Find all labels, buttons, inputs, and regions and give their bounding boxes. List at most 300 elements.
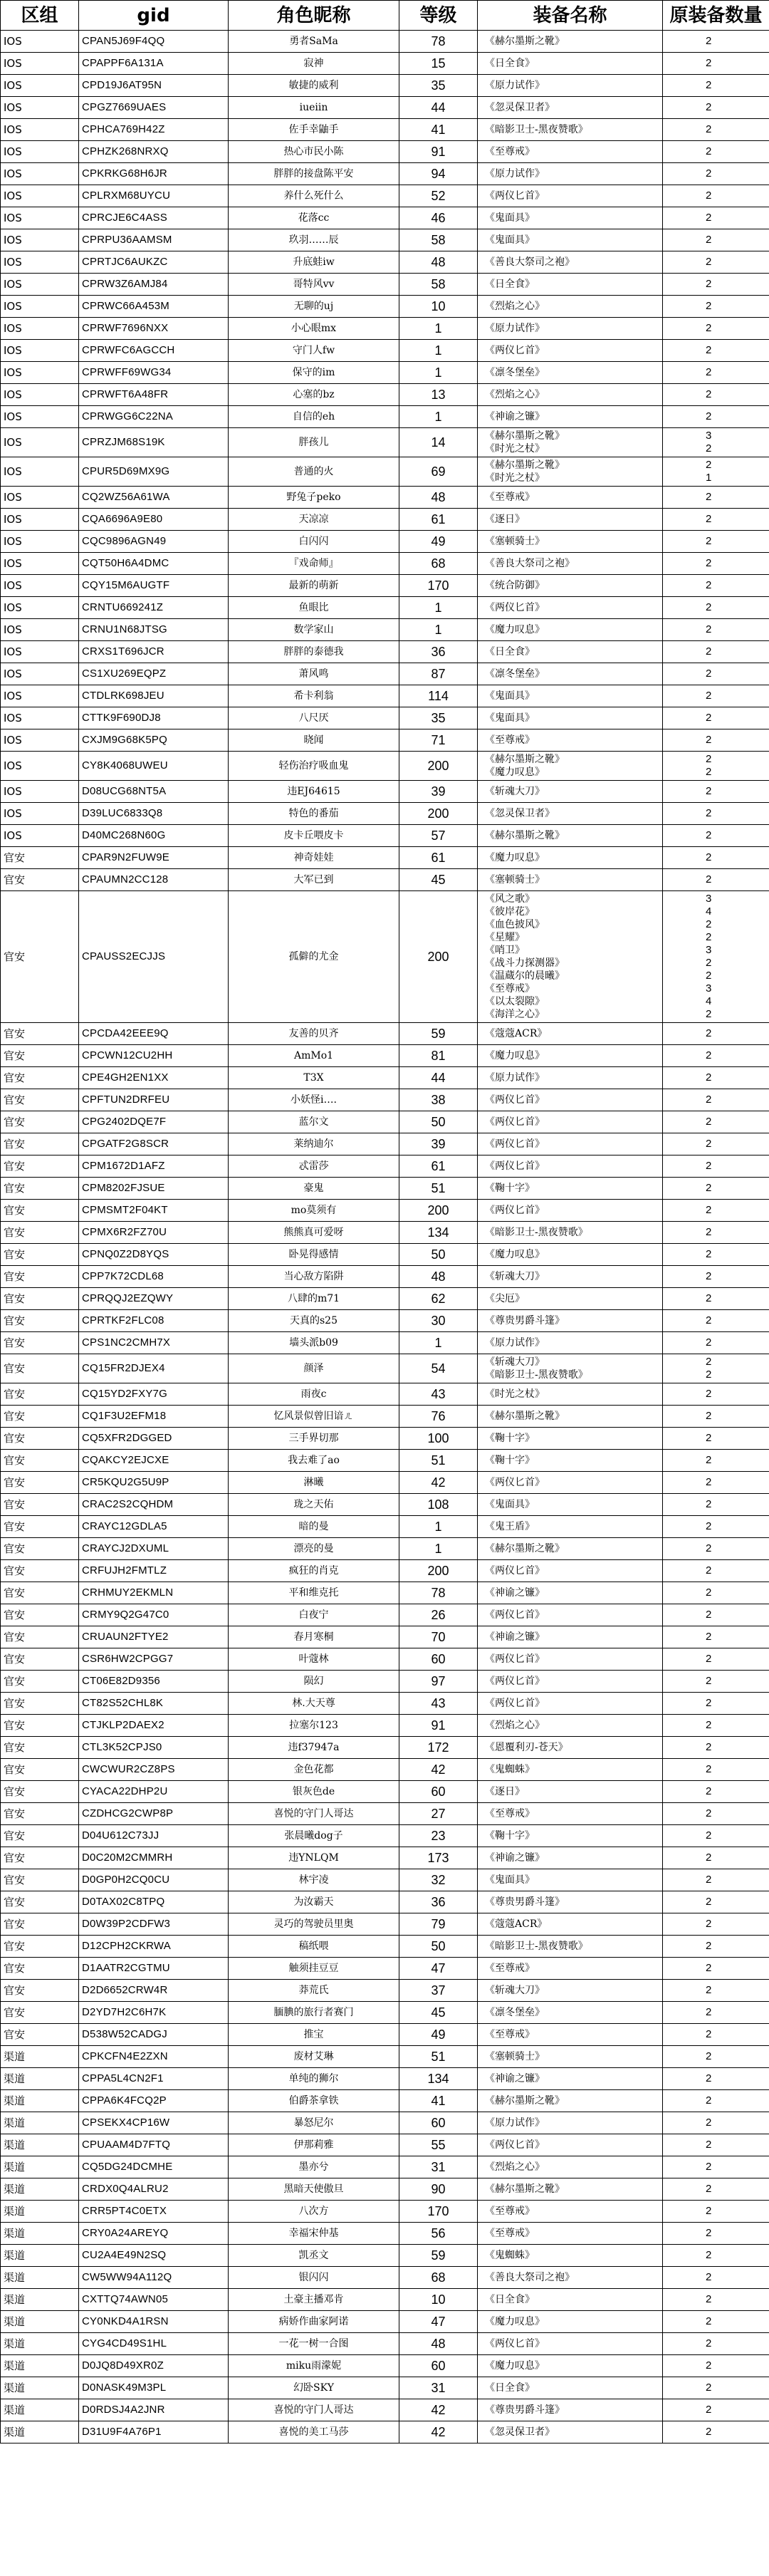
equip-count-line: 2 (706, 1962, 712, 1974)
cell-level: 76 (399, 1406, 478, 1428)
cell-gid: CXJM9G68K5PQ (79, 729, 229, 752)
cell-equip-count (663, 274, 769, 296)
cell-level: 1 (399, 406, 478, 428)
cell-region: 官安 (1, 1891, 79, 1913)
cell-equip-count (663, 1560, 769, 1582)
cell-equip-name (478, 1089, 663, 1111)
cell-gid: D0RDSJ4A2JNR (79, 2399, 229, 2421)
equip-name-line: 《逐日》 (485, 1786, 525, 1797)
cell-equip-count (663, 1980, 769, 2002)
cell-gid: CY8K4068UWEU (79, 752, 229, 781)
equip-name-line: 《蔻蔻ACR》 (485, 1918, 548, 1930)
cell-level: 31 (399, 2156, 478, 2178)
cell-nickname: 孤僻的尤金 (229, 891, 399, 1023)
cell-nickname: T3X (229, 1067, 399, 1089)
equip-name-line: 《忽灵保卫者》 (485, 2426, 555, 2438)
equip-count-line: 2 (706, 167, 712, 180)
cell-nickname: 叶蔻林 (229, 1648, 399, 1671)
cell-gid: D538W52CADGJ (79, 2024, 229, 2046)
cell-nickname: 大军已到 (229, 869, 399, 891)
table-row (1, 185, 769, 207)
cell-gid: D08UCG68NT5A (79, 781, 229, 803)
equip-count-line: 2 (706, 957, 712, 969)
equip-name-line: 《赫尔墨斯之靴》 (485, 36, 565, 47)
equip-name-line: 《魔力叹息》 (485, 624, 545, 635)
cell-gid: CPAUSS2ECJJS (79, 891, 229, 1023)
equip-count-line: 1 (706, 472, 712, 484)
cell-level: 52 (399, 185, 478, 207)
cell-equip-count (663, 1045, 769, 1067)
cell-level: 1 (399, 1516, 478, 1538)
equip-count-line: 2 (706, 189, 712, 202)
equip-name-line: 《至尊戒》 (485, 2029, 535, 2040)
cell-region: 官安 (1, 2024, 79, 2046)
cell-equip-count (663, 1626, 769, 1648)
cell-equip-name (478, 1354, 663, 1383)
cell-region: 官安 (1, 1089, 79, 1111)
cell-nickname: 陨幻 (229, 1671, 399, 1693)
equip-name-line: 《两仪匕首》 (485, 1116, 545, 1128)
equip-count-line: 2 (706, 322, 712, 334)
cell-equip-count (663, 2289, 769, 2311)
cell-equip-name (478, 163, 663, 185)
equip-name-line: 《塞顿骑士》 (485, 2051, 545, 2062)
cell-level: 50 (399, 1111, 478, 1133)
cell-nickname: 伊那莉雅 (229, 2134, 399, 2156)
table-row (1, 1406, 769, 1428)
cell-gid: CYG4CD49S1HL (79, 2333, 229, 2355)
equip-count-line: 2 (706, 2293, 712, 2305)
equip-name-line: 《鬼王盾》 (485, 1521, 535, 1532)
cell-region: 官安 (1, 1538, 79, 1560)
cell-level: 91 (399, 1715, 478, 1737)
cell-equip-count (663, 891, 769, 1023)
cell-level: 35 (399, 707, 478, 729)
equip-count-line: 2 (706, 2161, 712, 2173)
cell-equip-count (663, 1759, 769, 1781)
cell-level: 48 (399, 1266, 478, 1288)
table-row (1, 1648, 769, 1671)
cell-gid: CTJKLP2DAEX2 (79, 1715, 229, 1737)
cell-gid: CPKCFN4E2ZXN (79, 2046, 229, 2068)
cell-equip-count (663, 1155, 769, 1178)
cell-gid: CTDLRK698JEU (79, 685, 229, 707)
cell-gid: CQ15FR2DJEX4 (79, 1354, 229, 1383)
cell-equip-name (478, 207, 663, 229)
equip-count-line: 2 (706, 1896, 712, 1908)
table-row (1, 318, 769, 340)
table-row (1, 1825, 769, 1847)
equip-count-line: 2 (706, 2183, 712, 2195)
cell-gid: CPUR5D69MX9G (79, 457, 229, 487)
cell-region: 官安 (1, 1023, 79, 1045)
cell-gid: CY0NKD4A1RSN (79, 2311, 229, 2333)
cell-equip-name (478, 2377, 663, 2399)
cell-region: IOS (1, 707, 79, 729)
equip-name-line: 《原力试作》 (485, 1337, 545, 1349)
equip-count-line: 2 (706, 712, 712, 724)
cell-equip-count (663, 2046, 769, 2068)
cell-equip-name (478, 2289, 663, 2311)
cell-gid: CPPA6K4FCQ2P (79, 2090, 229, 2112)
cell-nickname: 皮卡丘喂皮卡 (229, 825, 399, 847)
cell-gid: CPRWFF69WG34 (79, 362, 229, 384)
cell-nickname: 雨夜c (229, 1383, 399, 1406)
equip-count-line: 2 (706, 1984, 712, 1996)
cell-equip-count (663, 487, 769, 509)
equip-name-line: 《烈焰之心》 (485, 389, 545, 400)
table-row (1, 1155, 769, 1178)
cell-gid: CSR6HW2CPGG7 (79, 1648, 229, 1671)
equip-count-line: 2 (706, 366, 712, 378)
cell-nickname: 一花一树一合图 (229, 2333, 399, 2355)
equip-name-line: 《两仪匕首》 (485, 1609, 545, 1621)
cell-nickname: 鱼眼比 (229, 597, 399, 619)
cell-equip-name (478, 729, 663, 752)
table-row (1, 2421, 769, 2443)
cell-gid: D39LUC6833Q8 (79, 803, 229, 825)
table-row (1, 97, 769, 119)
cell-equip-name (478, 428, 663, 457)
equip-name-line: 《斩魂大刀》 (485, 1356, 545, 1368)
table-row (1, 1288, 769, 1310)
cell-nickname: 天凉凉 (229, 509, 399, 531)
cell-region: 官安 (1, 1516, 79, 1538)
cell-equip-name (478, 2267, 663, 2289)
cell-gid: CPM1672D1AFZ (79, 1155, 229, 1178)
equip-count-line: 2 (706, 442, 712, 455)
cell-gid: CPFTUN2DRFEU (79, 1089, 229, 1111)
cell-equip-name (478, 2223, 663, 2245)
cell-region: IOS (1, 487, 79, 509)
equip-count-line: 2 (706, 1368, 712, 1381)
cell-nickname: 天真的s25 (229, 1310, 399, 1332)
table-row (1, 487, 769, 509)
header-nickname: 角色昵称 (229, 1, 399, 31)
equip-count-line: 2 (706, 579, 712, 591)
cell-level: 13 (399, 384, 478, 406)
cell-region: 官安 (1, 1693, 79, 1715)
equip-count-line: 2 (706, 35, 712, 47)
cell-level: 42 (399, 1759, 478, 1781)
cell-equip-name (478, 1428, 663, 1450)
table-row (1, 891, 769, 1023)
cell-equip-name (478, 53, 663, 75)
header-gid: gid (79, 1, 229, 31)
equip-count-line: 2 (706, 2337, 712, 2349)
cell-equip-count (663, 1825, 769, 1847)
cell-equip-count (663, 2178, 769, 2201)
cell-level: 61 (399, 509, 478, 531)
cell-level: 14 (399, 428, 478, 457)
table-row (1, 2399, 769, 2421)
cell-equip-count (663, 1222, 769, 1244)
cell-nickname: 『戏命师』 (229, 553, 399, 575)
cell-level: 1 (399, 619, 478, 641)
cell-equip-name (478, 707, 663, 729)
cell-equip-count (663, 752, 769, 781)
cell-equip-count (663, 685, 769, 707)
table-row (1, 2112, 769, 2134)
equip-name-line: 《斩魂大刀》 (485, 1271, 545, 1282)
table-row (1, 1111, 769, 1133)
cell-equip-count (663, 2421, 769, 2443)
cell-region: 渠道 (1, 2267, 79, 2289)
cell-level: 41 (399, 2090, 478, 2112)
table-row (1, 2156, 769, 2178)
cell-equip-count (663, 229, 769, 251)
equip-name-line: 《赫尔墨斯之靴》 (485, 459, 565, 471)
cell-region: 官安 (1, 1222, 79, 1244)
equip-name-line: 《原力试作》 (485, 168, 545, 180)
table-row (1, 1759, 769, 1781)
cell-nickname: 花落cc (229, 207, 399, 229)
equip-count-line: 2 (706, 785, 712, 797)
cell-gid: CPRPU36AAMSM (79, 229, 229, 251)
cell-region: 官安 (1, 1045, 79, 1067)
cell-equip-count (663, 1406, 769, 1428)
cell-gid: D0TAX02C8TPQ (79, 1891, 229, 1913)
table-row (1, 1178, 769, 1200)
cell-region: IOS (1, 428, 79, 457)
equip-name-line: 《以太裂隙》 (485, 996, 545, 1007)
table-row (1, 1472, 769, 1494)
equip-name-line: 《至尊戒》 (485, 2206, 535, 2217)
cell-equip-name (478, 1244, 663, 1266)
cell-gid: CRAYC12GDLA5 (79, 1516, 229, 1538)
equip-name-line: 《鬼面具》 (485, 1874, 535, 1886)
cell-equip-count (663, 1354, 769, 1383)
cell-equip-count (663, 1472, 769, 1494)
cell-equip-name (478, 509, 663, 531)
cell-region: 官安 (1, 1825, 79, 1847)
cell-equip-name (478, 296, 663, 318)
cell-equip-count (663, 1847, 769, 1869)
cell-nickname: 墨亦兮 (229, 2156, 399, 2178)
table-row (1, 869, 769, 891)
cell-equip-count (663, 141, 769, 163)
cell-equip-count (663, 384, 769, 406)
cell-nickname: 特色的番茄 (229, 803, 399, 825)
header-row (1, 1, 769, 31)
table-row (1, 2377, 769, 2399)
cell-nickname: 轻伤治疗吸血鬼 (229, 752, 399, 781)
cell-region: 官安 (1, 1803, 79, 1825)
cell-level: 44 (399, 97, 478, 119)
table-row (1, 1671, 769, 1693)
cell-gid: CQY15M6AUGTF (79, 575, 229, 597)
equip-count-line: 2 (706, 1182, 712, 1194)
cell-region: 官安 (1, 1626, 79, 1648)
equip-count-line: 2 (706, 1520, 712, 1532)
equip-count-line: 2 (706, 851, 712, 863)
equip-name-line: 《两仪匕首》 (485, 345, 545, 356)
cell-gid: CPS1NC2CMH7X (79, 1332, 229, 1354)
cell-nickname: 金色花都 (229, 1759, 399, 1781)
cell-equip-name (478, 781, 663, 803)
cell-equip-count (663, 1648, 769, 1671)
cell-equip-count (663, 1803, 769, 1825)
cell-gid: CQT50H6A4DMC (79, 553, 229, 575)
equip-name-line: 《赫尔墨斯之靴》 (485, 1411, 565, 1422)
equip-name-line: 《塞顿骑士》 (485, 874, 545, 886)
equip-name-line: 《烈焰之心》 (485, 2161, 545, 2173)
cell-nickname: 最新的萌新 (229, 575, 399, 597)
table-row (1, 2002, 769, 2024)
cell-region: IOS (1, 318, 79, 340)
header-equip-count: 原装备数量 (663, 1, 769, 31)
table-row (1, 729, 769, 752)
cell-nickname: 胖胖的接盘陈平安 (229, 163, 399, 185)
cell-gid: CPRWFT6A48FR (79, 384, 229, 406)
equip-name-line: 《两仪匕首》 (485, 602, 545, 613)
cell-gid: CRNU1N68JTSG (79, 619, 229, 641)
cell-nickname: 心塞的bz (229, 384, 399, 406)
cell-level: 50 (399, 1244, 478, 1266)
cell-gid: CPHZK268NRXQ (79, 141, 229, 163)
cell-equip-name (478, 141, 663, 163)
cell-nickname: 违YNLQM (229, 1847, 399, 1869)
equip-name-line: 《善良大祭司之袍》 (485, 2272, 575, 2283)
table-row (1, 1133, 769, 1155)
cell-region: IOS (1, 31, 79, 53)
equip-name-line: 《温蔵尔的晨曦》 (485, 970, 565, 982)
cell-gid: CQ5XFR2DGGED (79, 1428, 229, 1450)
cell-level: 37 (399, 1980, 478, 2002)
table-row (1, 163, 769, 185)
cell-region: 官安 (1, 1406, 79, 1428)
cell-gid: D2D6652CRW4R (79, 1980, 229, 2002)
cell-nickname: 墙头派b09 (229, 1332, 399, 1354)
equip-count-line: 2 (706, 1094, 712, 1106)
cell-equip-count (663, 1936, 769, 1958)
equip-name-line: 《斩魂大刀》 (485, 1985, 545, 1996)
equip-name-line: 《赫尔墨斯之靴》 (485, 430, 565, 442)
table-row (1, 1200, 769, 1222)
cell-equip-name (478, 752, 663, 781)
cell-region: IOS (1, 274, 79, 296)
cell-level: 200 (399, 1200, 478, 1222)
cell-equip-count (663, 1494, 769, 1516)
cell-level: 1 (399, 1538, 478, 1560)
cell-equip-name (478, 1332, 663, 1354)
equip-name-line: 《时光之杖》 (485, 1388, 545, 1400)
equip-count-line: 2 (706, 1631, 712, 1643)
cell-gid: CPRWGG6C22NA (79, 406, 229, 428)
cell-equip-count (663, 1244, 769, 1266)
cell-equip-name (478, 1472, 663, 1494)
cell-level: 61 (399, 1155, 478, 1178)
cell-region: 渠道 (1, 2289, 79, 2311)
cell-level: 44 (399, 1067, 478, 1089)
equip-name-line: 《赫尔墨斯之靴》 (485, 754, 565, 765)
cell-region: 官安 (1, 1648, 79, 1671)
cell-gid: CRAYCJ2DXUML (79, 1538, 229, 1560)
cell-equip-count (663, 1781, 769, 1803)
cell-level: 42 (399, 2421, 478, 2443)
cell-nickname: 养什么死什么 (229, 185, 399, 207)
cell-gid: CTL3K52CPJS0 (79, 1737, 229, 1759)
cell-level: 43 (399, 1693, 478, 1715)
cell-level: 69 (399, 457, 478, 487)
table-row (1, 1604, 769, 1626)
cell-nickname: 喜悦的守门人哥达 (229, 1803, 399, 1825)
cell-equip-count (663, 296, 769, 318)
equip-count-line: 2 (706, 79, 712, 91)
table-row (1, 1354, 769, 1383)
equip-count-line: 2 (706, 1609, 712, 1621)
table-row (1, 1913, 769, 1936)
equip-name-line: 《至尊戒》 (485, 2228, 535, 2239)
equip-count-line: 2 (706, 2271, 712, 2283)
equip-count-line: 2 (706, 1852, 712, 1864)
cell-nickname: 林.大天尊 (229, 1693, 399, 1715)
table-row (1, 2311, 769, 2333)
table-row (1, 1428, 769, 1450)
table-row (1, 1383, 769, 1406)
cell-nickname: 喜悦的美工马莎 (229, 2421, 399, 2443)
equip-name-line: 《原力试作》 (485, 1072, 545, 1084)
cell-nickname: 热心市民小陈 (229, 141, 399, 163)
cell-gid: CPCWN12CU2HH (79, 1045, 229, 1067)
equip-name-line: 《风之歌》 (485, 893, 535, 905)
cell-gid: CPMX6R2FZ70U (79, 1222, 229, 1244)
cell-level: 1 (399, 340, 478, 362)
equip-name-line: 《时光之杖》 (485, 443, 545, 455)
cell-equip-name (478, 891, 663, 1023)
cell-region: 官安 (1, 1354, 79, 1383)
cell-level: 42 (399, 1472, 478, 1494)
cell-level: 48 (399, 487, 478, 509)
equip-name-line: 《两仪匕首》 (485, 190, 545, 202)
cell-gid: CPMSMT2F04KT (79, 1200, 229, 1222)
cell-equip-count (663, 707, 769, 729)
table-row (1, 362, 769, 384)
cell-level: 10 (399, 2289, 478, 2311)
cell-nickname: 暗的曼 (229, 1516, 399, 1538)
equip-count-line: 2 (706, 1498, 712, 1510)
cell-region: 官安 (1, 1383, 79, 1406)
cell-level: 170 (399, 2201, 478, 2223)
equip-name-line: 《尊贵男爵斗篷》 (485, 2404, 565, 2416)
cell-nickname: 卧晃得感情 (229, 1244, 399, 1266)
cell-level: 97 (399, 1671, 478, 1693)
cell-level: 79 (399, 1913, 478, 1936)
cell-equip-name (478, 340, 663, 362)
equip-name-line: 《两仪匕首》 (485, 2338, 545, 2349)
cell-equip-name (478, 318, 663, 340)
cell-equip-name (478, 1133, 663, 1155)
table-row (1, 752, 769, 781)
cell-equip-count (663, 2002, 769, 2024)
cell-level: 49 (399, 2024, 478, 2046)
cell-equip-name (478, 1737, 663, 1759)
cell-nickname: 哥特风vv (229, 274, 399, 296)
equip-count-line: 2 (706, 300, 712, 312)
table-row (1, 2178, 769, 2201)
equip-count-line: 2 (706, 1356, 712, 1368)
cell-equip-count (663, 2377, 769, 2399)
cell-level: 51 (399, 2046, 478, 2068)
equip-name-line: 《海洋之心》 (485, 1009, 545, 1020)
cell-gid: CPNQ0Z2D8YQS (79, 1244, 229, 1266)
equip-name-line: 《日全食》 (485, 58, 535, 69)
cell-equip-name (478, 1671, 663, 1693)
cell-gid: CPGZ7669UAES (79, 97, 229, 119)
cell-equip-name (478, 457, 663, 487)
equip-name-line: 《至尊戒》 (485, 983, 535, 994)
table-row (1, 1891, 769, 1913)
